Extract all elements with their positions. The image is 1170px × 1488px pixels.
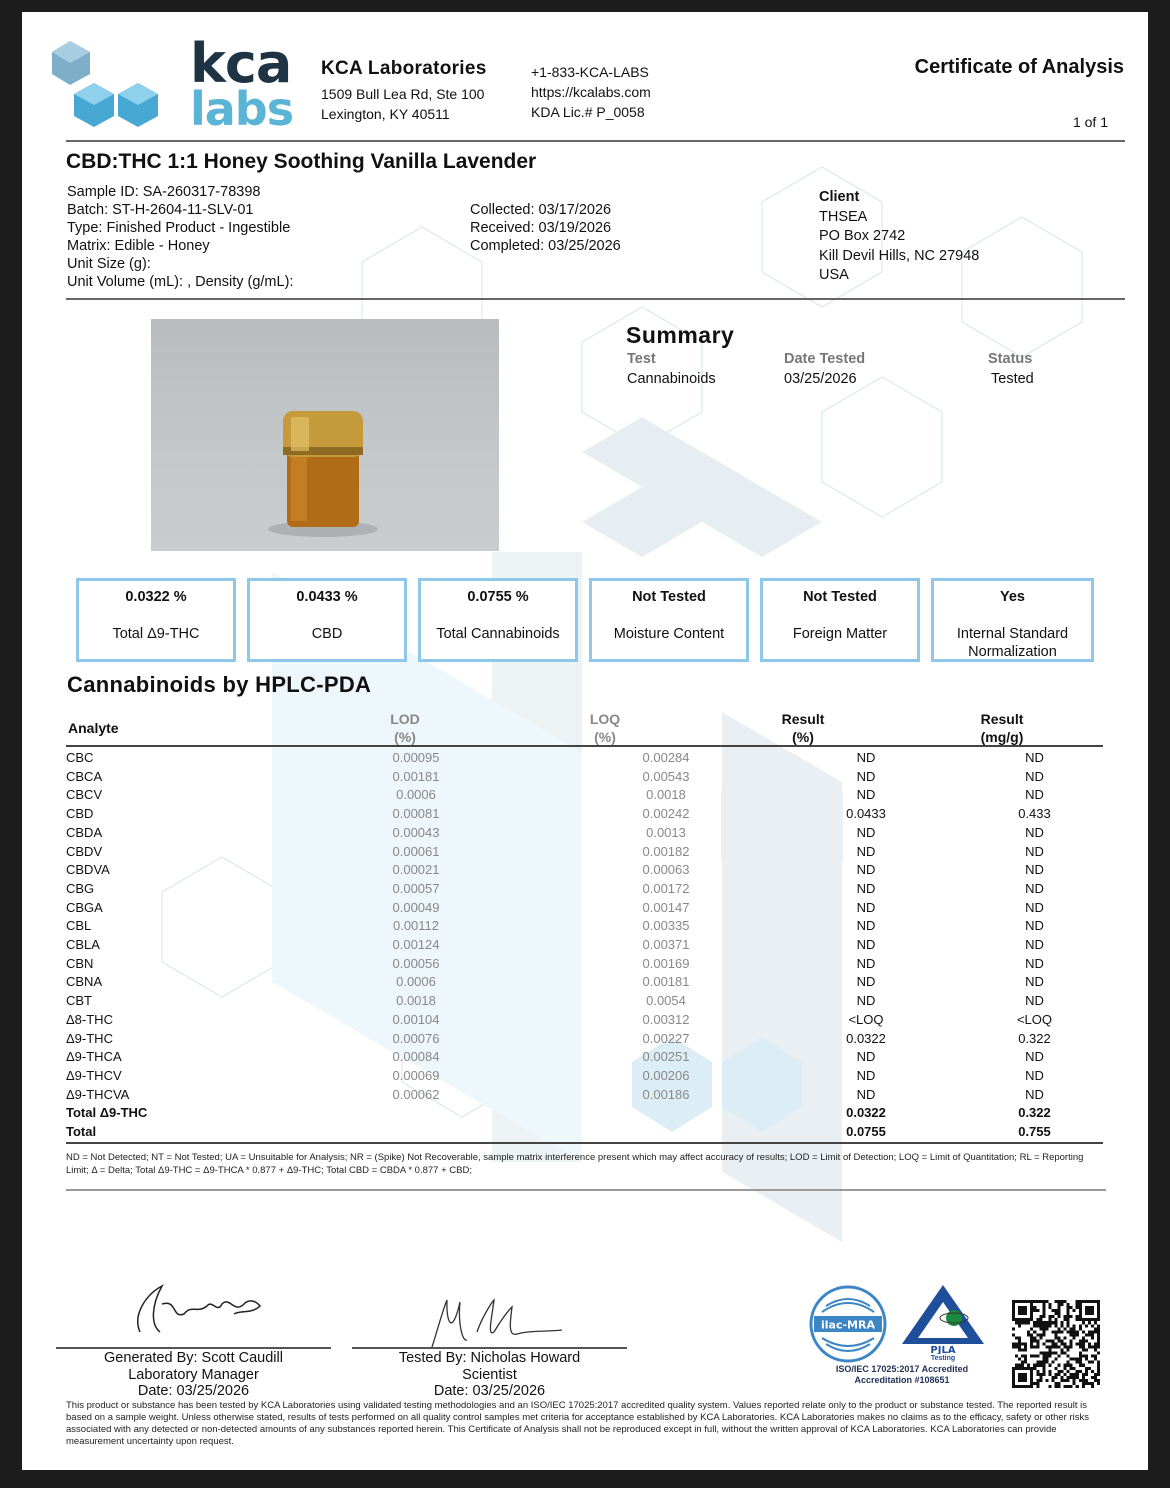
tested-date: Date: 03/25/2026 — [433, 1383, 546, 1399]
loq-cell — [566, 1104, 766, 1123]
result-pct-cell: ND — [856, 1086, 876, 1102]
lod-cell: 0.0018 — [396, 993, 436, 1009]
result-mg-cell: ND — [1025, 1086, 1044, 1102]
col-result-mg — [962, 710, 1042, 746]
table-row — [66, 861, 1103, 880]
box-value: 0.0755 % — [467, 589, 529, 605]
analyte-cell: Δ9-THCA — [66, 1049, 122, 1065]
analyte-cell: Total — [66, 1124, 97, 1140]
loq-cell: 0.00182 — [642, 843, 690, 859]
loq-cell — [566, 1123, 766, 1142]
box-internal-standard — [931, 578, 1094, 662]
footnote-divider — [66, 1189, 1106, 1191]
col-loq — [565, 710, 645, 746]
matrix: Matrix: Edible - Honey — [67, 238, 210, 254]
lod-cell: 0.0006 — [396, 787, 436, 803]
signature-line-1 — [56, 1347, 331, 1349]
lod-cell: 0.00057 — [392, 880, 440, 896]
table-row — [66, 917, 1103, 936]
analyte-cell: CBG — [66, 880, 95, 896]
header-divider — [66, 140, 1125, 142]
analyte-cell: CBD — [66, 806, 94, 822]
loq-cell: 0.00284 — [642, 750, 690, 765]
iso-line-2: Accreditation #108651 — [854, 1375, 950, 1385]
result-mg-cell: ND — [1025, 899, 1044, 915]
result-pct-cell: ND — [856, 768, 876, 784]
result-mg-cell: <LOQ — [1016, 1011, 1053, 1027]
client-address-2: Kill Devil Hills, NC 27948 — [819, 247, 980, 264]
product-type: Type: Finished Product - Ingestible — [67, 220, 291, 236]
table-row — [66, 1030, 1103, 1049]
loq-cell: 0.00063 — [642, 862, 690, 878]
result-pct-cell: ND — [856, 937, 876, 953]
tested-role: Scientist — [462, 1366, 517, 1383]
col-lod-label: LOD — [390, 711, 420, 727]
analyte-cell: Δ9-THCV — [66, 1067, 122, 1083]
table-row — [66, 936, 1103, 955]
analyte-cell: CBDV — [66, 843, 103, 859]
result-mg-cell: ND — [1025, 843, 1044, 859]
table-total-row — [66, 1104, 1103, 1123]
analyte-cell: CBGA — [66, 899, 103, 915]
document-title: Certificate of Analysis — [914, 56, 1124, 78]
table-footnote: ND = Not Detected; NT = Not Tested; UA = Unsuitable for Analysis; NR = (Spike) Not Recoverable, sample matrix interference present which may affect accuracy of results; LOD = Limit of Detection; LOQ = Limit of Quantitation; RL = Reporting Limit; Δ = Delta; Total Δ9-THC = Δ9-THCA * 0.877 + Δ9-THC; Total CBD = CBDA * 0.877 + CBD; — [66, 1152, 1084, 1176]
address-line-2: Lexington, KY 40511 — [321, 106, 450, 122]
lod-cell: 0.00181 — [392, 768, 440, 784]
box-value: 0.0433 % — [296, 589, 358, 605]
qr-code-icon — [1012, 1300, 1100, 1388]
table-row — [66, 899, 1103, 918]
address-line-1: 1509 Bull Lea Rd, Ste 100 — [321, 86, 485, 102]
lab-contact — [531, 62, 651, 122]
ilac-mra-icon — [808, 1284, 888, 1364]
result-pct-cell: ND — [856, 1067, 876, 1083]
signature-scott-caudill — [122, 1274, 272, 1344]
result-pct-cell: ND — [856, 787, 876, 803]
result-mg-cell: 0.433 — [1018, 806, 1051, 822]
generated-by: Generated By: Scott Caudill — [104, 1350, 283, 1366]
col-loq-label: LOQ — [589, 711, 621, 727]
box-total-cannabinoids — [418, 578, 578, 662]
generated-by-block — [56, 1350, 331, 1400]
table-row — [66, 805, 1103, 824]
lod-cell: 0.00043 — [392, 824, 440, 840]
collected-date: Collected: 03/17/2026 — [470, 202, 612, 218]
loq-cell: 0.00371 — [642, 937, 690, 953]
honey-jar-image — [151, 319, 499, 551]
result-mg-cell: ND — [1025, 768, 1044, 784]
result-mg-cell: ND — [1025, 937, 1044, 953]
tested-by-block — [352, 1350, 627, 1400]
lod-cell: 0.0006 — [396, 974, 436, 990]
loq-cell: 0.0018 — [646, 787, 686, 803]
unit-volume: Unit Volume (mL): , Density (g/mL): — [67, 274, 294, 290]
box-label: Foreign Matter — [792, 626, 888, 642]
loq-cell: 0.0013 — [646, 824, 686, 840]
qr-code[interactable] — [1012, 1300, 1100, 1388]
lod-cell: 0.00049 — [392, 899, 440, 915]
table-row — [66, 843, 1103, 862]
product-photo — [151, 319, 499, 551]
table-row — [66, 824, 1103, 843]
result-mg-cell: ND — [1025, 993, 1044, 1009]
client-address-1: PO Box 2742 — [819, 228, 906, 244]
disclaimer: This product or substance has been tested by KCA Laboratories using validated testing methodologies and an ISO/IEC 17025:2017 accredited quality system. Values reported relate only to the product or substance tested. The reported result is based on a sample weight. Unless otherwise stated, results of tests performed on all quality control samples met criteria for acceptance established by KCA Laboratories. KCA Laboratories makes no claims as to the efficacy, safety or other risks associated with any detected or non-detected amounts of any substances reported herein. This Certificate of Analysis shall not be reproduced except in full, without the written approval of KCA Laboratories. KCA Laboratories can provide measurement uncertainty upon request. — [66, 1400, 1089, 1447]
result-mg-cell: ND — [1025, 824, 1044, 840]
lod-cell: 0.00095 — [392, 750, 440, 765]
summary-col-test: Test — [627, 351, 656, 367]
table-bottom-rule — [66, 1142, 1103, 1144]
result-mg-cell: ND — [1025, 750, 1044, 765]
table-row — [66, 1086, 1103, 1105]
table-row — [66, 768, 1103, 787]
box-label-line2: Normalization — [968, 644, 1057, 660]
analyte-cell: CBCA — [66, 768, 103, 784]
box-total-d9-thc — [76, 578, 236, 662]
loq-cell: 0.00181 — [642, 974, 690, 990]
result-mg-cell: ND — [1025, 1067, 1044, 1083]
analyte-cell: CBN — [66, 955, 94, 971]
summary-col-date: Date Tested — [784, 351, 866, 367]
box-label-line1: Internal Standard — [956, 626, 1069, 642]
table-row — [66, 973, 1103, 992]
result-pct-cell: ND — [856, 843, 876, 859]
box-foreign-matter — [760, 578, 920, 662]
result-mg-cell: ND — [1025, 880, 1044, 896]
result-pct-cell: ND — [856, 974, 876, 990]
table-row — [66, 1067, 1103, 1086]
col-result-pct-label: Result — [781, 711, 825, 727]
result-pct-cell: 0.0322 — [846, 1030, 886, 1046]
generated-role: Laboratory Manager — [128, 1366, 259, 1383]
summary-date: 03/25/2026 — [784, 371, 857, 387]
pjla-triangle-icon — [898, 1282, 988, 1354]
analyte-cell: Δ9-THC — [66, 1030, 113, 1046]
unit-size: Unit Size (g): — [67, 256, 151, 272]
pjla-badge — [898, 1282, 988, 1354]
result-pct-cell: 0.0755 — [846, 1124, 886, 1140]
summary-col-status: Status — [988, 351, 1033, 367]
lab-website[interactable]: https://kcalabs.com — [531, 84, 651, 100]
client-name: THSEA — [819, 208, 868, 225]
summary-title: Summary — [626, 322, 735, 348]
lab-name: KCA Laboratories — [321, 58, 487, 79]
table-row — [66, 880, 1103, 899]
result-mg-cell: ND — [1025, 787, 1044, 803]
analyte-cell: CBT — [66, 993, 92, 1009]
loq-cell: 0.00186 — [642, 1086, 690, 1102]
lod-cell: 0.00076 — [392, 1030, 440, 1046]
table-row — [66, 749, 1103, 768]
table-row — [66, 992, 1103, 1011]
cannabinoids-section-title: Cannabinoids by HPLC-PDA — [67, 672, 372, 697]
lab-license: KDA Lic.# P_0058 — [531, 104, 645, 120]
table-row — [66, 955, 1103, 974]
analyte-cell: CBNA — [66, 974, 103, 990]
ilac-mra-badge — [808, 1284, 888, 1364]
analyte-cell: Δ9-THCVA — [66, 1086, 130, 1102]
loq-cell: 0.00251 — [642, 1049, 690, 1065]
lod-cell: 0.00062 — [392, 1086, 440, 1102]
loq-cell: 0.00206 — [642, 1067, 690, 1083]
box-value: Yes — [1000, 589, 1025, 605]
table-total-row — [66, 1123, 1103, 1142]
lod-cell: 0.00084 — [392, 1049, 440, 1065]
loq-cell: 0.00335 — [642, 918, 690, 934]
analyte-cell: CBDA — [66, 824, 103, 840]
result-pct-cell: 0.0433 — [846, 806, 886, 822]
generated-date: Date: 03/25/2026 — [137, 1383, 250, 1399]
loq-cell: 0.00172 — [642, 880, 690, 896]
lod-cell: 0.00069 — [392, 1067, 440, 1083]
summary-status: Tested — [991, 371, 1034, 387]
info-divider — [66, 298, 1125, 300]
client-label: Client — [819, 189, 860, 205]
lod-cell: 0.00056 — [392, 955, 440, 971]
box-label: Total Cannabinoids — [436, 626, 560, 642]
product-title: CBD:THC 1:1 Honey Soothing Vanilla Lavender — [66, 150, 537, 173]
box-value: Not Tested — [632, 589, 706, 605]
analyte-cell: CBC — [66, 750, 94, 765]
result-mg-cell: ND — [1025, 862, 1044, 878]
kca-labs-logo — [50, 32, 295, 136]
sample-id: Sample ID: SA-260317-78398 — [67, 184, 261, 200]
received-date: Received: 03/19/2026 — [470, 220, 612, 236]
lod-cell: 0.00081 — [392, 806, 440, 822]
analyte-cell: CBLA — [66, 937, 100, 953]
lod-cell — [266, 1123, 566, 1142]
result-mg-cell: 0.322 — [1018, 1030, 1051, 1046]
analyte-cell: CBL — [66, 918, 92, 934]
lod-cell: 0.00124 — [392, 937, 440, 953]
loq-cell: 0.00312 — [642, 1011, 690, 1027]
sample-info — [67, 183, 293, 291]
result-mg-cell: ND — [1025, 1049, 1044, 1065]
logo-text-kca: kca — [190, 32, 292, 95]
loq-cell: 0.00227 — [642, 1030, 690, 1046]
result-mg-cell: 0.755 — [1018, 1124, 1051, 1140]
pjla-text: PJLA — [930, 1345, 956, 1354]
col-analyte: Analyte — [68, 720, 119, 736]
loq-cell: 0.0054 — [646, 993, 686, 1009]
table-header-rule — [66, 745, 1103, 747]
box-label — [934, 625, 1091, 661]
result-pct-cell: <LOQ — [848, 1011, 884, 1027]
result-pct-cell: ND — [856, 955, 876, 971]
result-pct-cell: ND — [856, 1049, 876, 1065]
batch: Batch: ST-H-2604-11-SLV-01 — [67, 202, 254, 218]
col-loq-unit: (%) — [594, 729, 616, 745]
signature-line-2 — [352, 1347, 627, 1349]
loq-cell: 0.00169 — [642, 955, 690, 971]
iso-accreditation — [812, 1364, 992, 1386]
lab-address — [321, 84, 484, 124]
completed-date: Completed: 03/25/2026 — [470, 238, 621, 254]
analyte-cell: Δ8-THC — [66, 1011, 113, 1027]
logo-text-labs: labs — [190, 82, 294, 136]
client-info — [819, 188, 979, 286]
col-result-pct — [763, 710, 843, 746]
col-result-mg-unit: (mg/g) — [980, 729, 1024, 745]
pjla-sub: Testing — [930, 1355, 956, 1362]
result-pct-cell: ND — [856, 750, 876, 765]
result-pct-cell: ND — [856, 899, 876, 915]
table-row — [66, 1011, 1103, 1030]
cannabinoids-table — [66, 749, 1103, 1142]
table-row — [66, 786, 1103, 805]
box-label: Total Δ9-THC — [112, 626, 200, 642]
result-pct-cell: ND — [856, 993, 876, 1009]
table-row — [66, 1048, 1103, 1067]
analyte-cell: Total Δ9-THC — [66, 1105, 148, 1121]
result-mg-cell: ND — [1025, 955, 1044, 971]
ilac-text: ilac-MRA — [821, 1318, 875, 1332]
sample-dates — [470, 201, 621, 255]
analyte-cell: CBDVA — [66, 862, 110, 878]
box-value: 0.0322 % — [125, 589, 187, 605]
lod-cell: 0.00112 — [392, 918, 440, 934]
result-mg-cell: ND — [1025, 974, 1044, 990]
summary-test: Cannabinoids — [627, 371, 716, 387]
box-value: Not Tested — [803, 589, 877, 605]
result-pct-cell: ND — [856, 880, 876, 896]
box-label: Moisture Content — [613, 626, 725, 642]
lod-cell: 0.00104 — [392, 1011, 440, 1027]
loq-cell: 0.00242 — [642, 806, 690, 822]
tested-by: Tested By: Nicholas Howard — [398, 1350, 581, 1366]
result-pct-cell: 0.0322 — [846, 1105, 886, 1121]
box-moisture-content — [589, 578, 749, 662]
lod-cell: 0.00021 — [392, 862, 440, 878]
loq-cell: 0.00543 — [642, 768, 690, 784]
result-pct-cell: ND — [856, 824, 876, 840]
certificate-page — [22, 12, 1148, 1470]
loq-cell: 0.00147 — [642, 899, 690, 915]
lod-cell — [266, 1104, 566, 1123]
box-label: CBD — [311, 626, 343, 642]
iso-line-1: ISO/IEC 17025:2017 Accredited — [835, 1364, 969, 1374]
lod-cell: 0.00061 — [392, 843, 440, 859]
box-cbd — [247, 578, 407, 662]
col-lod — [365, 710, 445, 746]
lab-phone: +1-833-KCA-LABS — [531, 64, 649, 80]
cubes-logo-icon — [50, 36, 190, 136]
signature-nicholas-howard — [422, 1292, 572, 1352]
col-result-mg-label: Result — [980, 711, 1024, 727]
result-mg-cell: 0.322 — [1018, 1105, 1051, 1121]
col-result-pct-unit: (%) — [792, 729, 814, 745]
page-number: 1 of 1 — [1072, 114, 1108, 130]
result-pct-cell: ND — [856, 918, 876, 934]
analyte-cell: CBCV — [66, 787, 103, 803]
client-country: USA — [819, 267, 849, 283]
result-mg-cell: ND — [1025, 918, 1044, 934]
result-pct-cell: ND — [856, 862, 876, 878]
col-lod-unit: (%) — [394, 729, 416, 745]
